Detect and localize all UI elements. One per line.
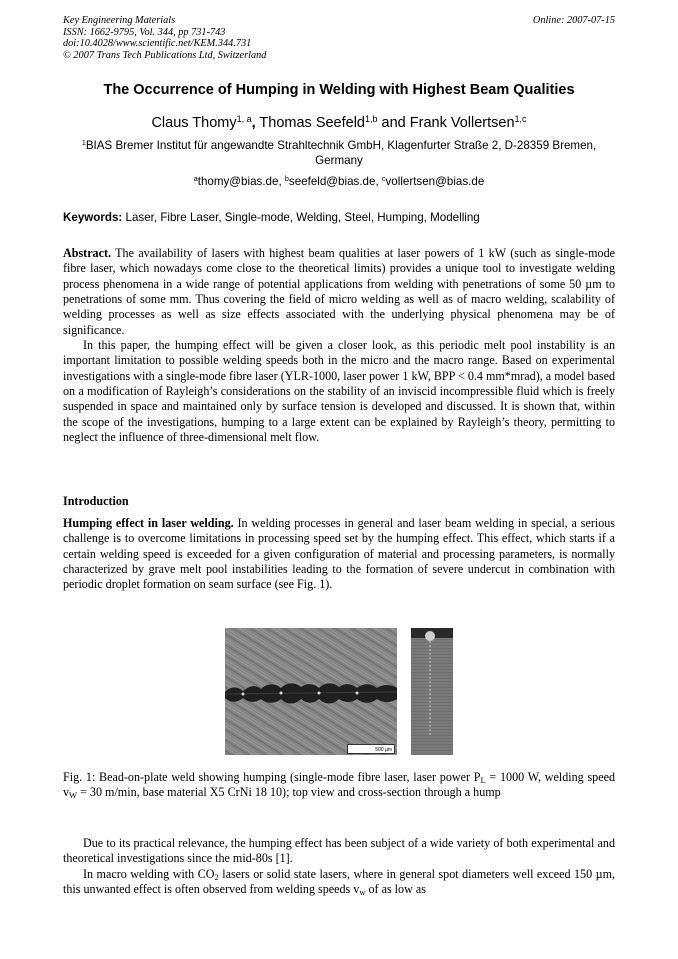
online-date: Online: 2007-07-15 [532,15,615,26]
affiliation-text: BIAS Bremer Institut für angewandte Strahltechnik GmbH, Klagenfurter Straße 2, D-28359 Bremen, Germany [85,139,597,167]
email-mark: c [381,174,386,184]
body-text: of as low as [365,882,426,897]
email-list: $^a$thomy@bias.de, $^b$seefeld@bias.de, $^c$vollertsen@bias.de [193,174,485,188]
body-paragraph: Due to its practical relevance, the humping effect has been subject of a wide variety of both experimental and theoretical investigations since the mid-80s [1]. [63,836,615,866]
figure-top-view [225,628,397,755]
micrograph-top-view [225,628,397,755]
email-link[interactable]: vollertsen@bias.de [385,175,485,188]
caption-subscript: W [69,790,78,801]
body-subscript: 2 [214,871,219,882]
journal-name: Key Engineering Materials [63,15,176,26]
body-text: In macro welding with CO [83,866,215,881]
micrograph-cross-section [411,628,453,755]
body-subscript: w [359,887,366,898]
caption-text: = 1000 W, welding speed v [63,770,616,800]
copyright-line: © 2007 Trans Tech Publications Ltd, Switzerland [63,49,267,61]
author-separator: , [251,115,256,131]
author-affil-mark: 1,b [365,114,378,125]
email-link[interactable]: thomy@bias.de [197,175,279,188]
affiliation-mark: 1 [81,138,86,148]
author-name: Claus Thomy [151,115,237,131]
email-mark: a [193,174,198,184]
author-name: Frank Vollertsen [409,115,515,131]
keywords [63,211,615,224]
abstract-text: The availability of lasers with highest beam qualities at laser powers of 1 kW (such as single-mode fibre laser, which nowadays come close to the theoretical limits) provides a unique tool to investigate welding process phenomena in a wide range of potential applications from welding with penetrations of some 50 µm to penetrations of some mm. Thus covering the field of micro welding as well as of macro welding, scalability of welding processes as well as size effects associated with the underlying physical phenomena may be of significance. [63,246,615,337]
author-name: Thomas Seefeld [259,115,365,131]
figure-cross-section [411,628,453,755]
scale-bar: 500 µm [347,744,395,754]
keywords-text: Laser, Fibre Laser, Single-mode, Welding, Steel, Humping, Modelling [125,211,480,224]
caption-text: Fig. 1: Bead-on-plate weld showing humping (single-mode fibre laser, laser power P [63,770,481,784]
paper-title: The Occurrence of Humping in Welding with Highest Beam Qualities [103,82,575,98]
caption-text: = 30 m/min, base material X5 CrNi 18 10); top view and cross-section through a hump [77,785,501,800]
email-mark: b [284,174,289,184]
body-text: lasers or solid state lasers, where in general spot diameters well exceed 150 µm, this unwanted effect is often observed from welding speeds v [63,866,615,897]
abstract-label: Abstract. [63,246,112,260]
subsection-label: Humping effect in laser welding. [63,516,234,530]
author-affil-mark: 1, a [236,114,252,125]
introduction-body [63,516,615,593]
author-list [40,115,638,131]
keywords-label: Keywords: [63,211,123,224]
caption-subscript: L [480,775,486,786]
author-separator: and [381,115,406,131]
continuation-text [63,836,615,897]
doi-line: doi:10.4028/www.scientific.net/KEM.344.731 [63,38,252,49]
intro-paragraph [63,516,615,593]
abstract-paragraph: In this paper, the humping effect will be given a closer look, as this periodic melt pool instability is an important limitation to possible welding speeds both in the micro and the macro range. Based on experimental investigations with a single-mode fibre laser (YLR-1000, laser power 1 kW, BPP < 0.4 mm*mrad), a model based on a modification of Rayleigh’s considerations on the stability of an inviscid incompressible fluid which is freely suspended in space and maintained only by surface tension is developed and discussed. It is shown that, within the scope of the investigations, humping to a large extent can be explained by Rayleigh’s theory, permitting to neglect the influence of three-dimensional melt flow. [63,338,615,445]
abstract-paragraph [63,246,615,338]
body-paragraph [63,867,615,898]
intro-text: In welding processes in general and laser beam welding in special, a serious challenge is to overcome limitations in processing speed set by the humping effect. This effect, which starts if a certain welding speed is exceeded for a given configuration of material and processing parameters, is normally characterized by grave melt pool instabilities leading to the formation of severe undercut in combination with periodic droplet formation on seam surface (see Fig. 1). [63,516,616,592]
author-affil-mark: 1,c [514,114,527,125]
figure-caption [63,770,615,801]
journal-header [63,15,266,61]
abstract-section [63,246,615,445]
email-link[interactable]: seefeld@bias.de [288,175,376,188]
section-heading: Introduction [63,494,129,508]
issn-line: ISSN: 1662-9795, Vol. 344, pp 731-743 [63,26,226,38]
affiliation [80,138,598,168]
